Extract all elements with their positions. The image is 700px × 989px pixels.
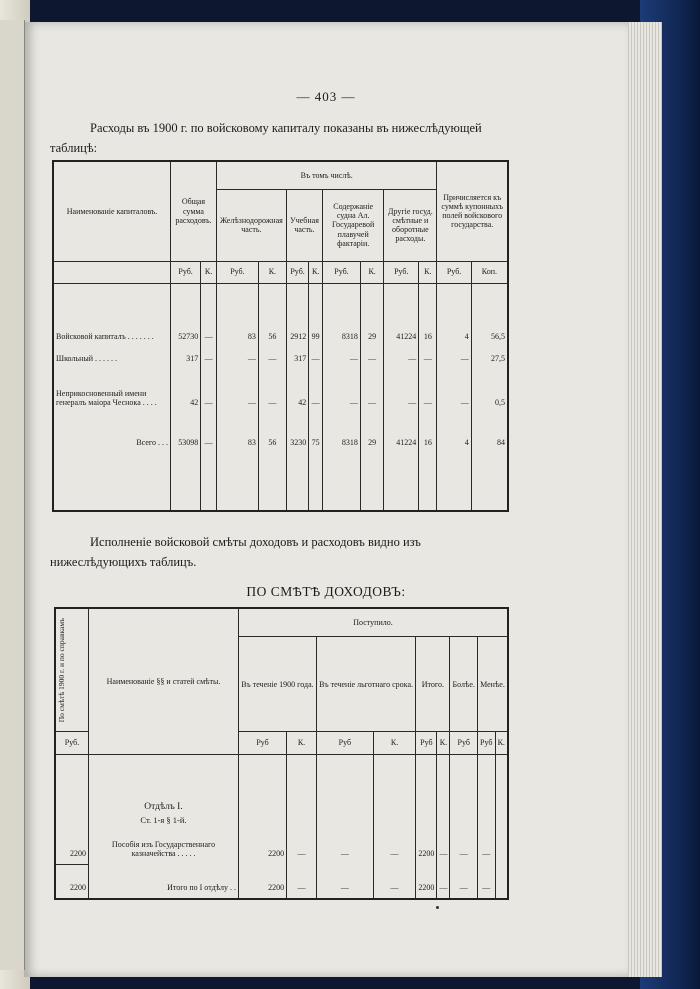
cell: 27,5 [471, 347, 508, 369]
cell: 99 [309, 283, 323, 347]
cell: 56 [258, 413, 286, 453]
cell: 41224 [384, 413, 419, 453]
cell: 4 [437, 413, 471, 453]
row-name-cell [89, 754, 239, 864]
col-header-4: Другіе госуд. смѣтные и оборотные расходы. [384, 189, 437, 261]
unit-kop: Коп. [471, 261, 508, 283]
cell: 2200 [55, 754, 89, 864]
unit-rub: Руб. [384, 261, 419, 283]
cell: 8318 [323, 413, 361, 453]
col-header-last: Причисляется къ суммѣ купонныхъ полей войскового государства. [437, 161, 508, 261]
cell: — [323, 369, 361, 413]
col-header-2: Въ теченіе льготнаго срока. [316, 637, 415, 732]
cell: 56,5 [471, 283, 508, 347]
table-total-row [53, 413, 508, 453]
unit-rub: Руб. [437, 261, 471, 283]
cell: — [287, 865, 317, 899]
cell: — [419, 369, 437, 413]
cell: 29 [360, 413, 383, 453]
cell: — [360, 369, 383, 413]
cell: 75 [309, 413, 323, 453]
unit-rub: Руб [416, 732, 437, 755]
ink-dot [436, 906, 439, 909]
table-row [55, 754, 508, 864]
book-page [24, 22, 628, 977]
row-name: Всего . . . [53, 413, 171, 453]
cell: 2912 [286, 283, 308, 347]
cell: — [216, 347, 258, 369]
unit-kop: К. [309, 261, 323, 283]
unit-kop: К. [287, 732, 317, 755]
cell: 53098 [171, 413, 201, 453]
col-header-1: Въ теченіе 1900 года. [239, 637, 317, 732]
row-name: Войсковой капиталъ . . . . . . . [53, 283, 171, 347]
cell: — [323, 347, 361, 369]
intro-paragraph-1: Расходы въ 1900 г. по войсковому капиталу показаны въ нижеслѣдующей таблицѣ: [50, 121, 482, 155]
unit-rub: Руб [450, 732, 478, 755]
cell: 83 [216, 283, 258, 347]
cell: 52730 [171, 283, 201, 347]
unit-kop: К. [201, 261, 217, 283]
cell: 2200 [55, 865, 89, 899]
col-header-group: Поступило. [239, 608, 509, 637]
cell: 2200 [416, 865, 437, 899]
cell: 317 [171, 347, 201, 369]
cell: — [316, 865, 373, 899]
filler-row [53, 453, 508, 511]
cell: — [437, 369, 471, 413]
cell: — [437, 347, 471, 369]
col-header-3: Содержаніе судна Ал. Государевой плавучей фактаріи. [323, 189, 384, 261]
cell: — [437, 865, 450, 899]
unit-rub: Руб. [171, 261, 201, 283]
cell: 0,5 [471, 369, 508, 413]
cell: — [478, 865, 496, 899]
section-heading: ПО СМѢТѢ ДОХОДОВЪ: [246, 584, 406, 599]
col-header-group: Въ томъ числѣ. [216, 161, 436, 189]
page-number: — 403 — [296, 89, 356, 104]
unit-kop: К. [360, 261, 383, 283]
cell: — [201, 347, 217, 369]
cell: — [384, 347, 419, 369]
col-header-4: Болѣе. [450, 637, 478, 732]
unit-rub: Руб. [55, 732, 89, 755]
row-name: Пособія изъ Государственнаго казначейства . . . . . [111, 840, 216, 859]
cell: — [309, 369, 323, 413]
cell: 3230 [286, 413, 308, 453]
cell: 2200 [239, 754, 287, 864]
cell: — [384, 369, 419, 413]
cell: 317 [286, 347, 308, 369]
unit-kop: К. [495, 732, 508, 755]
cell: 84 [471, 413, 508, 453]
cell: — [287, 754, 317, 864]
cell: 8318 [323, 283, 361, 347]
table-total-row [55, 865, 508, 899]
col-header-total: Общая сумма расходовъ. [171, 161, 217, 261]
unit-kop: К. [437, 732, 450, 755]
unit-rub: Руб [316, 732, 373, 755]
revenue-table [54, 607, 509, 900]
cell: — [258, 347, 286, 369]
unit-kop: К. [258, 261, 286, 283]
cell: — [360, 347, 383, 369]
cell: 16 [419, 413, 437, 453]
intro-paragraph-2: Исполненіе войсковой смѣты доходовъ и расходовъ видно изъ нижеслѣдующихъ таблицъ. [50, 535, 421, 569]
vertical-label: По смѣтѣ 1900 г. и по справкамъ [57, 617, 66, 723]
col-header-name: Наименованіе §§ и статей смѣты. [89, 608, 239, 754]
cell: — [450, 865, 478, 899]
expenses-table [52, 160, 509, 512]
table-row [53, 369, 508, 413]
unit-rub: Руб [239, 732, 287, 755]
cell: — [437, 754, 450, 864]
col-header-5: Менѣе. [478, 637, 509, 732]
cell: — [316, 754, 373, 864]
cell [495, 865, 508, 899]
cell: 83 [216, 413, 258, 453]
table-row [53, 283, 508, 347]
unit-rub: Руб [478, 732, 496, 755]
unit-kop: К. [419, 261, 437, 283]
cell: 4 [437, 283, 471, 347]
previous-page-sliver [0, 20, 25, 970]
cell: 2200 [239, 865, 287, 899]
row-name: Неприкосновенный имени генералъ маіора Чеснока . . . . [53, 369, 171, 413]
cell: — [478, 754, 496, 864]
cell: 56 [258, 283, 286, 347]
row-name: Итого по I отдѣлу . . [89, 865, 239, 899]
unit-kop: К. [373, 732, 416, 755]
row-name: Школьный . . . . . . [53, 347, 171, 369]
cell: 42 [286, 369, 308, 413]
cell: 16 [419, 283, 437, 347]
cell: — [309, 347, 323, 369]
col-header-1: Желѣзнодорожная часть. [216, 189, 286, 261]
section-subtitle: Ст. 1-я § 1-й. [140, 815, 187, 826]
unit-rub: Руб. [216, 261, 258, 283]
cell: — [373, 754, 416, 864]
col-header-3: Итого. [416, 637, 450, 732]
col-header-estimate [55, 608, 89, 732]
table-row [53, 347, 508, 369]
cell: — [201, 413, 217, 453]
units-blank [53, 261, 171, 283]
unit-rub: Руб. [323, 261, 361, 283]
cell [495, 754, 508, 864]
cell: 42 [171, 369, 201, 413]
col-header-2: Учебная часть. [286, 189, 322, 261]
cell: 41224 [384, 283, 419, 347]
cell: — [450, 754, 478, 864]
cell: — [201, 369, 217, 413]
cell: — [216, 369, 258, 413]
col-header-name: Наименованіе капиталовъ. [53, 161, 171, 261]
cell: — [419, 347, 437, 369]
unit-rub: Руб. [286, 261, 308, 283]
cell: 2200 [416, 754, 437, 864]
section-title: Отдѣлъ I. [144, 802, 183, 813]
cell: 29 [360, 283, 383, 347]
cell: — [373, 865, 416, 899]
cell: — [258, 369, 286, 413]
cell: — [201, 283, 217, 347]
